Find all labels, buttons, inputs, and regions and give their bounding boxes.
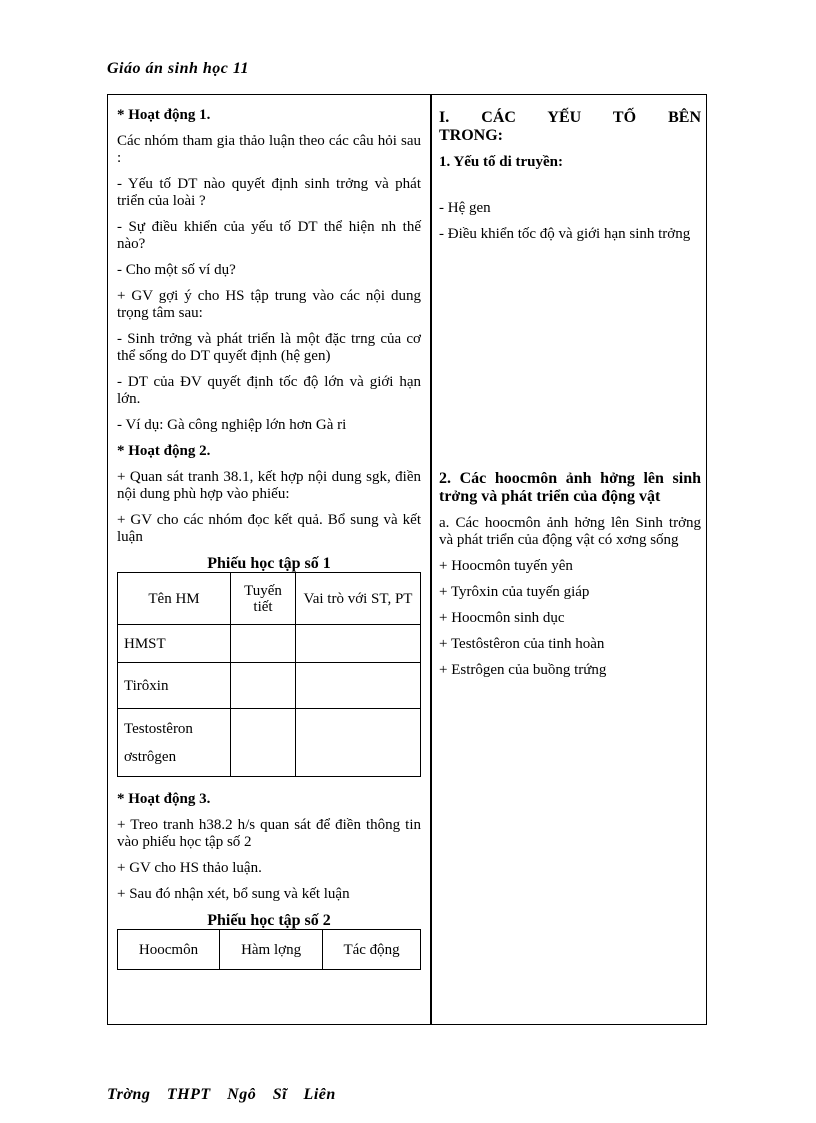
list-item: + Testôstêron của tinh hoàn [439, 636, 605, 652]
table-cell [118, 709, 231, 777]
column-divider [430, 95, 432, 1024]
worksheet-1-table [117, 572, 421, 777]
page-footer: Trờng THPT Ngô Sĩ Liên [107, 1086, 336, 1103]
table-cell: Tirôxin [118, 663, 231, 709]
table-cell [296, 709, 421, 777]
section-title: I. CÁC YẾU TỐ BÊN TRONG: [439, 109, 701, 144]
paragraph: + GV cho HS thảo luận. [117, 860, 262, 876]
activity-3-title: * Hoạt động 3. [117, 791, 211, 807]
paragraph: - DT của ĐV quyết định tốc độ lớn và giới hạn lớn. [117, 374, 421, 407]
list-item: + Hoocmôn sinh dục [439, 610, 565, 626]
worksheet-2-table [117, 929, 421, 970]
table-header: Hoocmôn [118, 930, 220, 970]
list-item: + Tyrôxin của tuyến giáp [439, 584, 590, 600]
table-cell [296, 625, 421, 663]
worksheet-1-title: Phiếu học tập số 1 [207, 555, 331, 572]
paragraph: + Quan sát tranh 38.1, kết hợp nội dung sgk, điền nội dung phù hợp vào phiếu: [117, 469, 421, 502]
paragraph: + GV cho các nhóm đọc kết quả. Bổ sung và kết luận [117, 512, 421, 545]
table-header: Tên HM [118, 573, 231, 625]
subsection-2-title: 2. Các hoocmôn ảnh hởng lên sinh trởng và phát triển của động vật [439, 470, 701, 505]
activity-1-title: * Hoạt động 1. [117, 107, 211, 123]
paragraph: - Yếu tố DT nào quyết định sinh trởng và phát triển của loài ? [117, 176, 421, 209]
paragraph: + Sau đó nhận xét, bổ sung và kết luận [117, 886, 350, 902]
table-cell [231, 663, 296, 709]
table-cell [231, 709, 296, 777]
table-header: Tác động [323, 930, 421, 970]
table-header: Vai trò với ST, PT [296, 573, 421, 625]
activity-2-title: * Hoạt động 2. [117, 443, 211, 459]
page-header: Giáo án sinh học 11 [107, 60, 249, 77]
list-item: + Hoocmôn tuyến yên [439, 558, 573, 574]
paragraph: - Cho một số ví dụ? [117, 262, 236, 278]
table-cell [296, 663, 421, 709]
paragraph: - Ví dụ: Gà công nghiệp lớn hơn Gà ri [117, 417, 347, 433]
hormone-name: Testostêron [124, 720, 193, 737]
hormone-name: ơstrôgen [124, 748, 177, 765]
paragraph: - Điều khiển tốc độ và giới hạn sinh trởng [439, 226, 691, 242]
table-cell: HMST [118, 625, 231, 663]
activities-column [117, 95, 421, 970]
paragraph: a. Các hoocmôn ảnh hởng lên Sinh trởng và phát triển của động vật có xơng sống [439, 515, 701, 548]
table-header: Tuyến tiết [231, 573, 296, 625]
lesson-table [107, 94, 707, 1025]
paragraph: + GV gợi ý cho HS tập trung vào các nội dung trọng tâm sau: [117, 288, 421, 321]
content-column [439, 95, 701, 688]
list-item: + Estrôgen của buồng trứng [439, 662, 607, 678]
table-header: Hàm lợng [219, 930, 322, 970]
paragraph: Các nhóm tham gia thảo luận theo các câu hỏi sau : [117, 133, 421, 166]
paragraph: + Treo tranh h38.2 h/s quan sát để điền thông tin vào phiếu học tập số 2 [117, 817, 421, 850]
worksheet-2-title: Phiếu học tập số 2 [207, 912, 331, 929]
paragraph: - Hệ gen [439, 200, 491, 216]
table-cell [231, 625, 296, 663]
subsection-1-title: 1. Yếu tố di truyền: [439, 154, 564, 170]
paragraph: - Sinh trởng và phát triển là một đặc trng của cơ thể sống do DT quyết định (hệ gen) [117, 331, 421, 364]
paragraph: - Sự điều khiển của yếu tố DT thể hiện nh thế nào? [117, 219, 421, 252]
